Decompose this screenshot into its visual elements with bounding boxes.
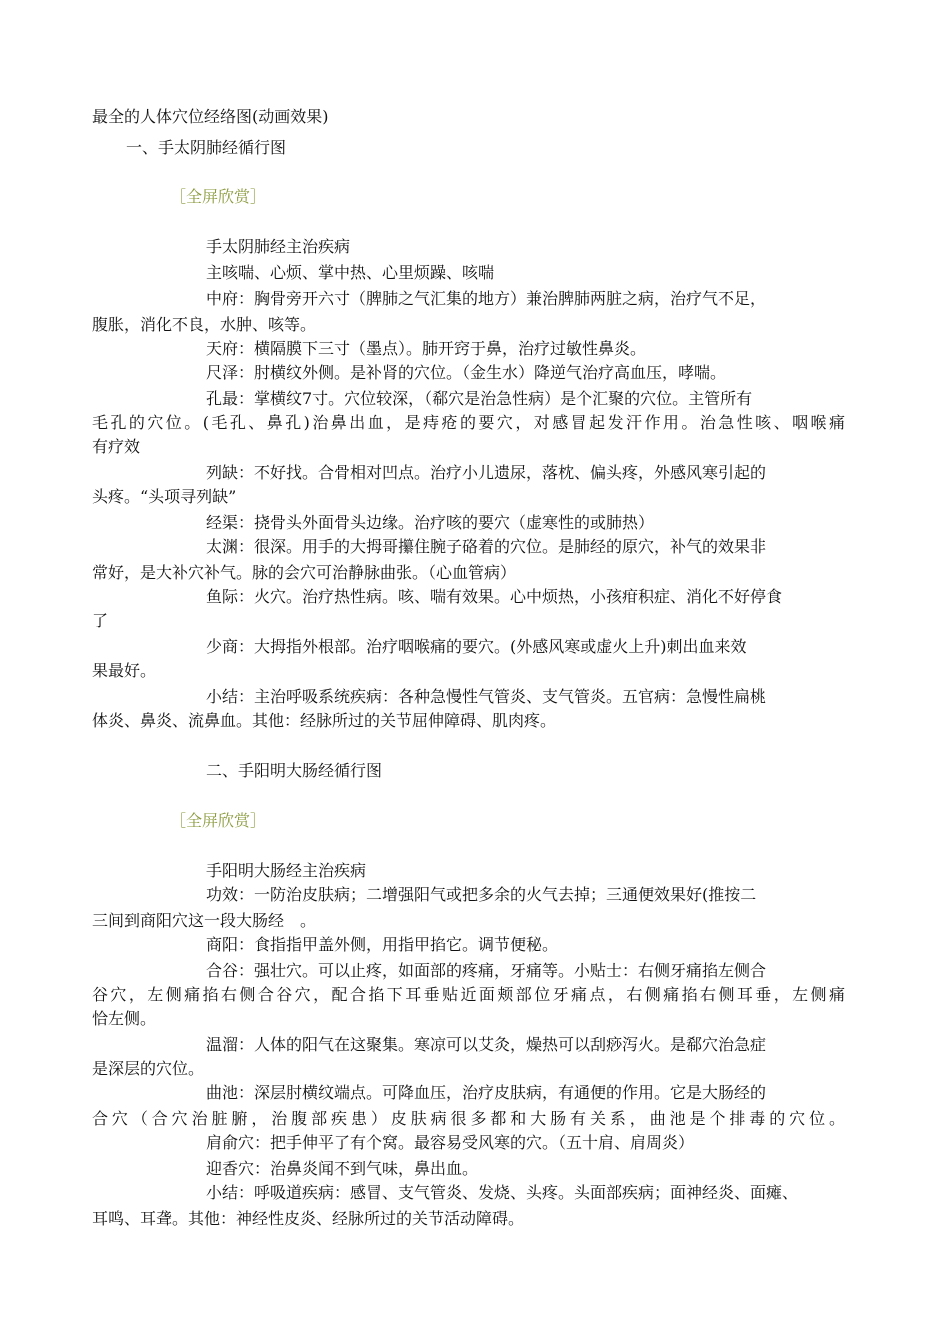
s2-text-line: 三间到商阳穴这一段大肠经 。	[92, 911, 317, 930]
s2-text-line: 曲池：深层肘横纹端点。可降血压，治疗皮肤病，有通便的作用。它是大肠经的	[206, 1083, 767, 1102]
s1-text-line: 主咳喘、心烦、掌中热、心里烦躁、咳喘	[206, 263, 495, 282]
section1-subheading: 手太阴肺经主治疾病	[206, 237, 351, 256]
s2-text-line: 耳鸣、耳聋。其他：神经性皮炎、经脉所过的关节活动障碍。	[92, 1209, 525, 1228]
s1-text-line: 尺泽：肘横纹外侧。是补肾的穴位。（金生水）降逆气治疗高血压，哮喘。	[206, 363, 727, 382]
s2-text-line: 迎香穴：治鼻炎闻不到气味，鼻出血。	[206, 1159, 479, 1178]
s1-text-line: 列缺：不好找。合骨相对凹点。治疗小儿遗尿，落枕、偏头疼，外感风寒引起的	[206, 463, 767, 482]
s1-text-line: 少商：大拇指外根部。治疗咽喉痛的要穴。(外感风寒或虚火上升)刺出血来效	[206, 637, 747, 656]
s2-text-line: 温溜：人体的阳气在这聚集。寒凉可以艾灸，燥热可以刮痧泻火。是郗穴治急症	[206, 1035, 767, 1054]
s1-text-line: 常好，是大补穴补气。脉的会穴可治静脉曲张。（心血管病）	[92, 563, 517, 582]
s1-text-line: 鱼际：火穴。治疗热性病。咳、喘有效果。心中烦热，小孩疳积症、消化不好停食	[206, 587, 783, 606]
s1-text-line: 中府：胸骨旁开六寸（脾肺之气汇集的地方）兼治脾肺两脏之病，治疗气不足，	[206, 289, 767, 308]
s1-text-line: 太渊：很深。用手的大拇哥攥住腕子硌着的穴位。是肺经的原穴，补气的效果非	[206, 537, 767, 556]
s2-text-line: 合谷：强壮穴。可以止疼，如面部的疼痛，牙痛等。小贴士：右侧牙痛掐左侧合	[206, 961, 767, 980]
s2-text-line: 小结：呼吸道疾病：感冒、支气管炎、发烧、头疼。头面部疾病；面神经炎、面瘫、	[206, 1183, 799, 1202]
s2-text-line: 合穴（合穴治脏腑，治腹部疾患）皮肤病很多都和大肠有关系，曲池是个排毒的穴位。	[92, 1109, 845, 1128]
s1-text-line: 腹胀，消化不良，水肿、咳等。	[92, 315, 317, 334]
section2-heading: 二、手阳明大肠经循行图	[206, 761, 383, 780]
s2-text-line: 恰左侧。	[92, 1009, 157, 1028]
s1-text-line: 体炎、鼻炎、流鼻血。其他：经脉所过的关节屈伸障碍、肌肉疼。	[92, 711, 557, 730]
s2-text-line: 商阳：食指指甲盖外侧，用指甲掐它。调节便秘。	[206, 935, 559, 954]
s1-text-line: 果最好。	[92, 661, 157, 680]
s1-text-line: 毛孔的穴位。(毛孔、鼻孔)治鼻出血，是痔疮的要穴，对感冒起发汗作用。治急性咳、咽喉痛	[92, 413, 845, 432]
section2-subheading: 手阳明大肠经主治疾病	[206, 861, 367, 880]
s2-text-line: 肩俞穴：把手伸平了有个窝。最容易受风寒的穴。（五十肩、肩周炎）	[206, 1133, 695, 1152]
section1-heading: 一、手太阴肺经循行图	[126, 138, 287, 157]
s2-text-line: 是深层的穴位。	[92, 1059, 205, 1078]
s2-text-line: 谷穴，左侧痛掐右侧合谷穴，配合掐下耳垂贴近面颊部位牙痛点，右侧痛掐右侧耳垂，左侧痛	[92, 985, 845, 1004]
s1-text-line: 有疗效	[92, 437, 141, 456]
doc-title: 最全的人体穴位经络图(动画效果)	[92, 107, 329, 126]
s1-text-line: 了	[92, 611, 109, 630]
s2-text-line: 功效：一防治皮肤病；二增强阳气或把多余的火气去掉；三通便效果好(推按二	[206, 885, 757, 904]
s1-text-line: 头疼。“头项寻列缺”	[92, 487, 237, 506]
s1-text-line: 小结：主治呼吸系统疾病：各种急慢性气管炎、支气管炎。五官病：急慢性扁桃	[206, 687, 767, 706]
section2-fullscreen-link[interactable]: ［全屏欣赏］	[170, 811, 267, 830]
s1-text-line: 孔最：掌横纹7寸。穴位较深，（郗穴是治急性病）是个汇聚的穴位。主管所有	[206, 389, 753, 408]
section1-fullscreen-link[interactable]: ［全屏欣赏］	[170, 187, 267, 206]
s1-text-line: 天府：横隔膜下三寸（墨点）。肺开窍于鼻，治疗过敏性鼻炎。	[206, 339, 647, 358]
s1-text-line: 经渠：挠骨头外面骨头边缘。治疗咳的要穴（虚寒性的或肺热）	[206, 513, 655, 532]
